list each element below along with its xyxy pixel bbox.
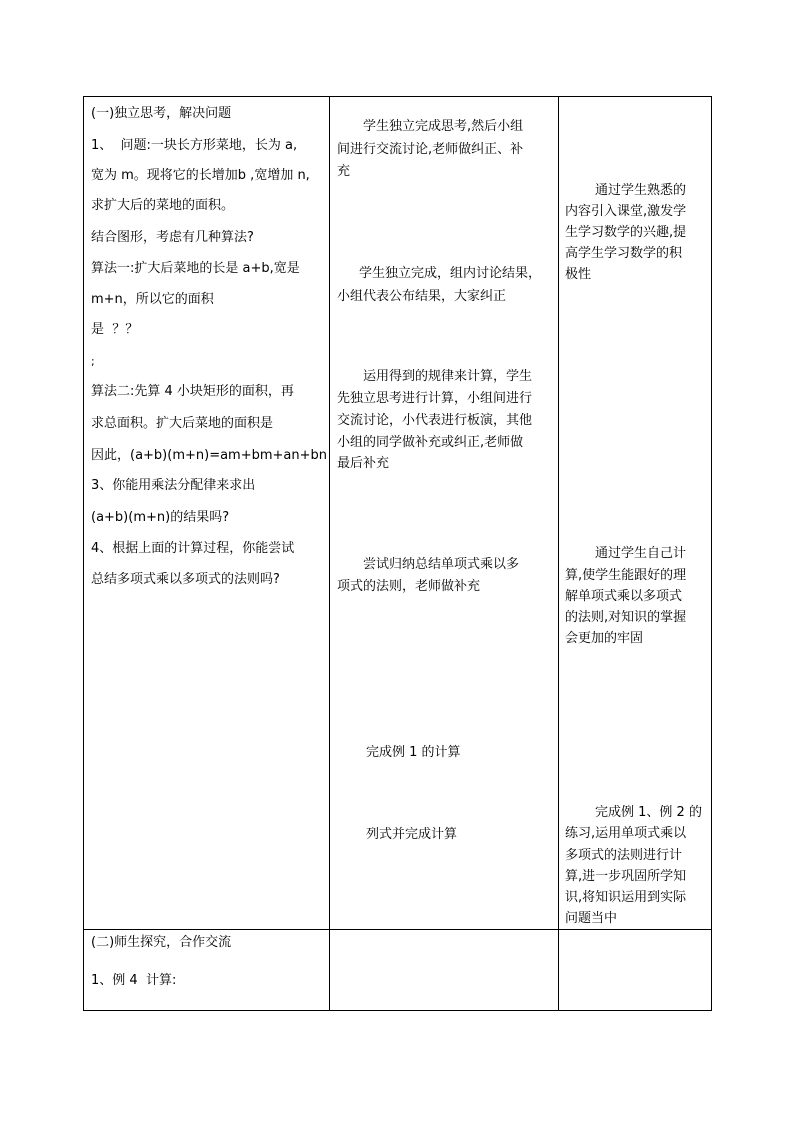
purpose-text: 问题当中 xyxy=(565,911,618,926)
section-heading: (一)独立思考，解决问题 xyxy=(91,106,232,121)
problem-text: 宽为 m。现将它的长增加b ,宽增加 n, xyxy=(91,168,310,183)
purpose-text: 算,使学生能跟好的理 xyxy=(565,568,687,583)
purpose-text: 通过学生熟悉的 xyxy=(595,183,687,198)
section-heading: (二)师生探究，合作交流 xyxy=(91,935,232,950)
activity-cell xyxy=(330,930,559,1011)
method-one-text: 算法一:扩大后菜地的长是 a+b,宽是 xyxy=(91,261,300,276)
activity-text: 运用得到的规律来计算，学生 xyxy=(363,369,533,384)
question-three-text: (a+b)(m+n)的结果吗? xyxy=(91,510,230,525)
purpose-text: 极性 xyxy=(565,267,592,282)
purpose-text: 多项式的法则进行计 xyxy=(565,848,683,863)
method-one-text: 是 ？？ xyxy=(91,322,139,337)
activity-text: 间进行交流讨论,老师做纠正、补 xyxy=(337,142,524,157)
activity-text: 充 xyxy=(337,164,351,179)
purpose-text: 解单项式乘以多项式 xyxy=(565,589,683,604)
method-one-text: m+n，所以它的面积 xyxy=(91,292,214,307)
purpose-text: 会更加的牢固 xyxy=(565,631,644,646)
purpose-text: 通过学生自己计 xyxy=(595,546,687,561)
purpose-cell xyxy=(559,930,712,1011)
purpose-text: 的法则,对知识的掌握 xyxy=(565,610,687,625)
activity-text: 列式并完成计算 xyxy=(366,827,458,842)
question-four-text: 4、根据上面的计算过程，你能尝试 xyxy=(91,541,295,556)
activity-text: 小组的同学做补充或纠正,老师做 xyxy=(337,435,524,450)
purpose-text: 高学生学习数学的积 xyxy=(565,246,683,261)
purpose-text: 练习,运用单项式乘以 xyxy=(565,826,687,841)
lesson-plan-table xyxy=(83,96,712,1011)
table-row xyxy=(84,930,712,1011)
method-two-text: 求总面积。扩大后菜地的面积是 xyxy=(91,416,274,431)
activity-text: 学生独立完成思考,然后小组 xyxy=(363,119,524,134)
question-three-text: 3、你能用乘法分配律来求出 xyxy=(91,478,256,493)
purpose-cell xyxy=(559,97,712,930)
activity-text: 最后补充 xyxy=(337,456,390,471)
example-text: 1、例 4 计算: xyxy=(91,973,177,988)
hint-text: 结合图形，考虑有几种算法? xyxy=(91,230,254,245)
purpose-text: 完成例 1、例 2 的 xyxy=(595,805,702,820)
method-two-text: 因此，(a+b)(m+n)=am+bm+an+bn xyxy=(91,448,328,463)
problem-text: 1、 问题:一块长方形菜地，长为 a, xyxy=(91,138,298,153)
activity-text: 交流讨论，小代表进行板演，其他 xyxy=(337,413,533,428)
purpose-text: 内容引入课堂,激发学 xyxy=(565,204,687,219)
content-cell xyxy=(84,930,330,1011)
activity-text: 项式的法则，老师做补充 xyxy=(337,579,481,594)
problem-text: 求扩大后的菜地的面积。 xyxy=(91,198,235,213)
method-two-text: 算法二:先算 4 小块矩形的面积，再 xyxy=(91,384,294,399)
activity-text: 先独立思考进行计算，小组间进行 xyxy=(337,391,533,406)
activity-cell xyxy=(330,97,559,930)
table-row xyxy=(84,97,712,930)
question-four-text: 总结多项式乘以多项式的法则吗? xyxy=(91,572,280,587)
activity-text: 学生独立完成，组内讨论结果， xyxy=(359,266,542,281)
activity-text: 完成例 1 的计算 xyxy=(366,745,461,760)
purpose-text: 算,进一步巩固所学知 xyxy=(565,869,687,884)
purpose-text: 生学习数学的兴趣,提 xyxy=(565,225,687,240)
content-cell xyxy=(84,97,330,930)
purpose-text: 识,将知识运用到实际 xyxy=(565,890,687,905)
semicolon-text: ; xyxy=(91,355,95,368)
activity-text: 小组代表公布结果，大家纠正 xyxy=(337,289,507,304)
activity-text: 尝试归纳总结单项式乘以多 xyxy=(363,557,520,572)
